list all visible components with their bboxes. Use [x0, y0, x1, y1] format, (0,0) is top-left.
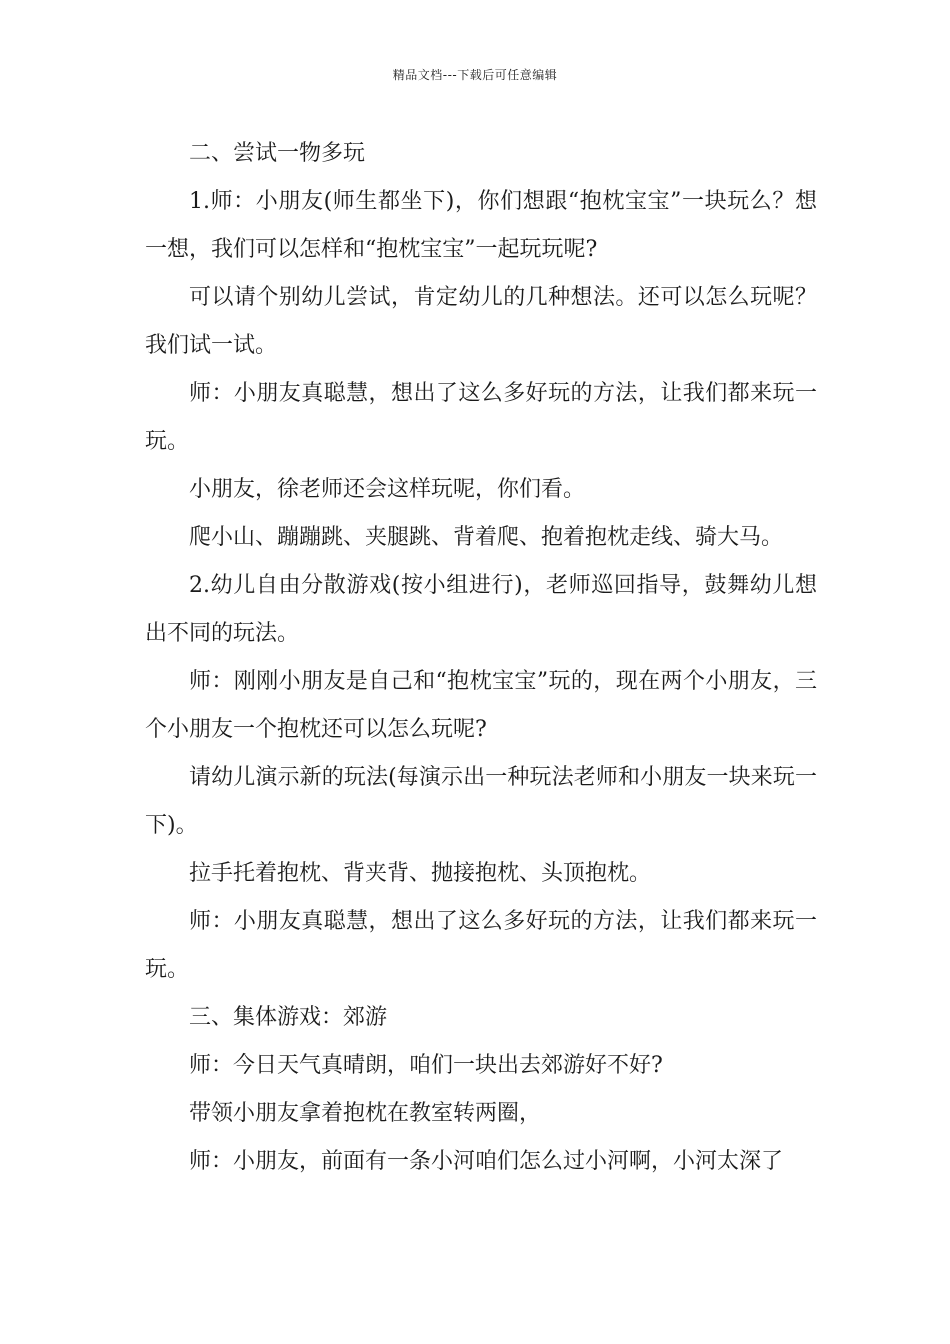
paragraph: 师：小朋友真聪慧，想出了这么多好玩的方法，让我们都来玩一玩。 — [145, 381, 817, 454]
paragraph: 师：小朋友真聪慧，想出了这么多好玩的方法，让我们都来玩一玩。 — [145, 909, 817, 982]
page-header: 精品文档---下载后可任意编辑 — [392, 68, 558, 82]
document-body — [145, 130, 817, 1186]
paragraph: 1.师：小朋友(师生都坐下)，你们想跟“抱枕宝宝”一块玩么？想一想，我们可以怎样和“抱枕宝宝”一起玩玩呢? — [145, 189, 817, 262]
paragraph: 请幼儿演示新的玩法(每演示出一种玩法老师和小朋友一块来玩一下)。 — [145, 765, 817, 838]
paragraph: 师：小朋友，前面有一条小河咱们怎么过小河啊，小河太深了 — [189, 1149, 784, 1174]
paragraph: 带领小朋友拿着抱枕在教室转两圈， — [189, 1101, 542, 1126]
paragraph: 爬小山、蹦蹦跳、夹腿跳、背着爬、抱着抱枕走线、骑大马。 — [189, 525, 784, 550]
paragraph: 小朋友，徐老师还会这样玩呢，你们看。 — [189, 477, 586, 502]
section-heading-2: 二、尝试一物多玩 — [189, 141, 366, 166]
section-heading-3: 三、集体游戏：郊游 — [189, 1005, 388, 1030]
paragraph: 师：今日天气真晴朗，咱们一块出去郊游好不好? — [189, 1053, 663, 1078]
paragraph: 可以请个别幼儿尝试，肯定幼儿的几种想法。还可以怎么玩呢？我们试一试。 — [145, 285, 817, 358]
paragraph: 2.幼儿自由分散游戏(按小组进行)，老师巡回指导，鼓舞幼儿想出不同的玩法。 — [145, 573, 817, 646]
paragraph: 师：刚刚小朋友是自己和“抱枕宝宝”玩的，现在两个小朋友，三个小朋友一个抱枕还可以怎么玩呢? — [145, 669, 817, 742]
paragraph: 拉手托着抱枕、背夹背、抛接抱枕、头顶抱枕。 — [189, 861, 652, 886]
